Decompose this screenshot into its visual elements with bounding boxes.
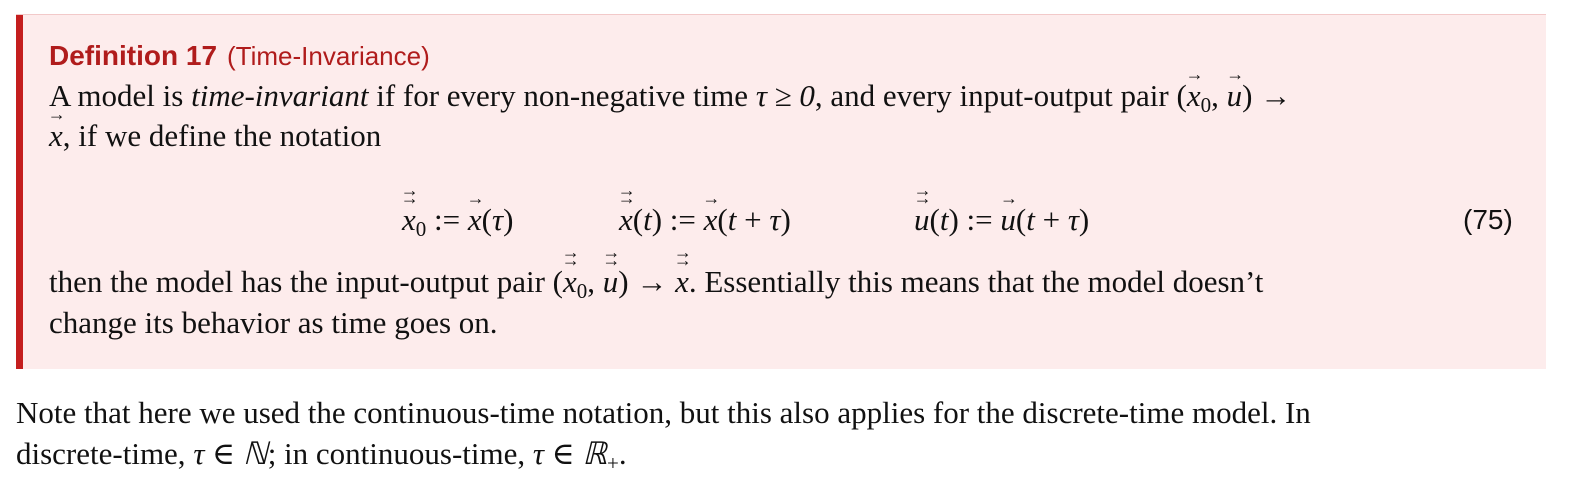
tau-condition: τ ≥ 0 [755, 78, 815, 113]
equation-part-1: → $x \to_0$ := → x(τ) [402, 200, 513, 240]
definition-line-2: → x, if we define the notation [49, 116, 381, 156]
definition-box [16, 14, 1546, 369]
equation-number: (75) [1463, 204, 1513, 235]
definition-line-3: then the model has the input-output pair (→ $x \to_0$, → u →) → → x →. Essentially this means that the model doesn’t [49, 262, 1263, 302]
paragraph-line-1: Note that here we used the continuous-time notation, but this also applies for the discrete-time model. In [16, 395, 1311, 430]
tau-real-math: τ ∈ ℝ [532, 436, 607, 471]
shifted-io-pair-math: (→ $x \to_0$, → u →) → → x → [553, 264, 689, 299]
tau-natural-math: τ ∈ ℕ [193, 436, 268, 471]
definition-label: Definition 17 [49, 40, 218, 71]
state-vector-math: → x [49, 116, 63, 156]
definition-title: (Time-Invariance) [227, 41, 430, 71]
paragraph-line-2: discrete-time, τ ∈ ℕ; in continuous-time, τ ∈ ℝ$_+$. [16, 436, 627, 475]
definition-line-1: A model is time-invariant if for every non-negative time τ ≥ 0, and every input-output pair (→ $x_0$, → u) → [49, 76, 1291, 116]
definition-accent-bar [16, 15, 23, 369]
defined-term: time-invariant [191, 78, 369, 113]
definition-line-4: change its behavior as time goes on. [49, 305, 498, 340]
equation-part-3: → u →(t) := → u(t + τ) [914, 200, 1089, 240]
definition-heading [49, 39, 430, 73]
equation-part-2: → x →(t) := → x(t + τ) [619, 200, 791, 240]
io-pair-math: (→ $x_0$, → u) → [1177, 78, 1292, 113]
